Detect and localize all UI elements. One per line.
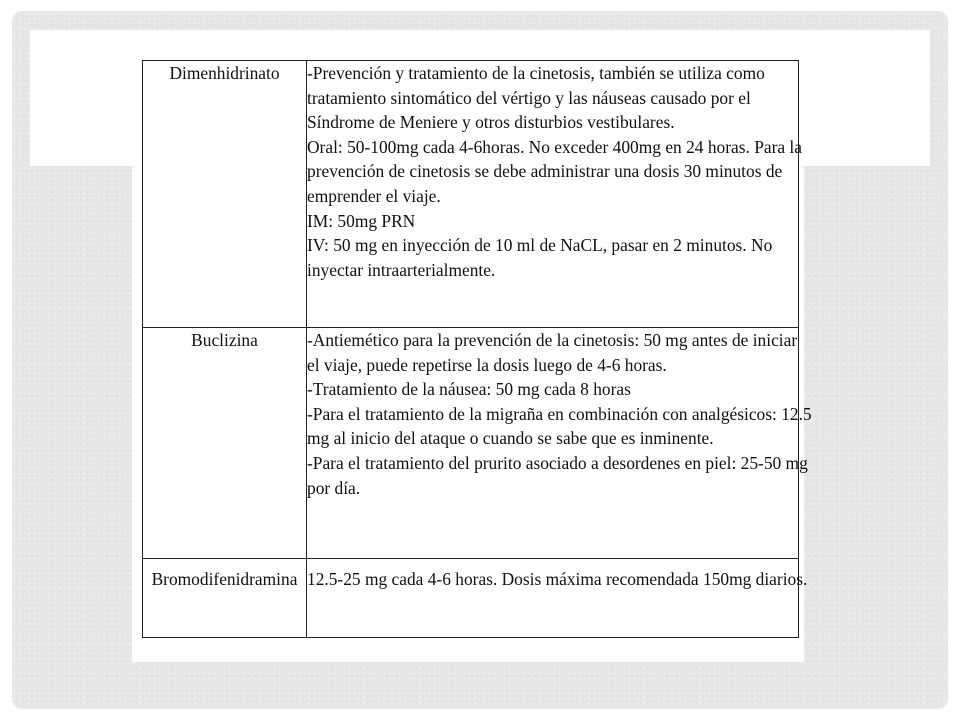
info-line: mg al inicio del ataque o cuando se sabe que es inminente. <box>307 428 714 449</box>
drug-info-cell <box>307 559 808 638</box>
info-line: el viaje, puede repetirse la dosis luego de 4-6 horas. <box>307 354 667 375</box>
info-line: tratamiento sintomático del vértigo y las náuseas causado por el <box>307 87 751 108</box>
drug-name-cell: Dimenhidrinato <box>143 61 307 328</box>
drug-table-image <box>132 49 812 662</box>
table-row <box>143 328 799 559</box>
info-line: -Tratamiento de la náusea: 50 mg cada 8 horas <box>307 379 631 400</box>
info-line: IM: 50mg PRN <box>307 210 416 231</box>
drug-dosage-table <box>142 60 812 638</box>
info-line: -Prevención y tratamiento de la cinetosis, también se utiliza como <box>307 63 765 83</box>
info-line: emprender el viaje. <box>307 185 441 206</box>
info-line: -Para el tratamiento de la migraña en combinación con analgésicos: 12.5 <box>307 403 812 424</box>
drug-info-cell <box>307 61 802 328</box>
info-line: prevención de cinetosis se debe administrar una dosis 30 minutos de <box>307 161 783 182</box>
info-line: Síndrome de Meniere y otros disturbios vestibulares. <box>307 112 675 133</box>
info-line: Oral: 50-100mg cada 4-6horas. No exceder 400mg en 24 horas. Para la <box>307 136 802 157</box>
info-line: -Antiemético para la prevención de la cinetosis: 50 mg antes de iniciar <box>307 330 798 350</box>
drug-name-cell: Bromodifenidramina <box>143 559 307 638</box>
table-row <box>143 559 799 638</box>
drug-name-cell: Buclizina <box>143 328 307 559</box>
table-row <box>143 61 799 328</box>
info-line: 12.5-25 mg cada 4-6 horas. Dosis máxima recomendada 150mg diarios. <box>307 569 808 589</box>
drug-info-cell <box>307 328 812 559</box>
info-line: por día. <box>307 477 361 498</box>
info-line: IV: 50 mg en inyección de 10 ml de NaCL, pasar en 2 minutos. No <box>307 235 773 256</box>
info-line: -Para el tratamiento del prurito asociado a desordenes en piel: 25-50 mg <box>307 452 808 473</box>
info-line: inyectar intraarterialmente. <box>307 259 496 280</box>
